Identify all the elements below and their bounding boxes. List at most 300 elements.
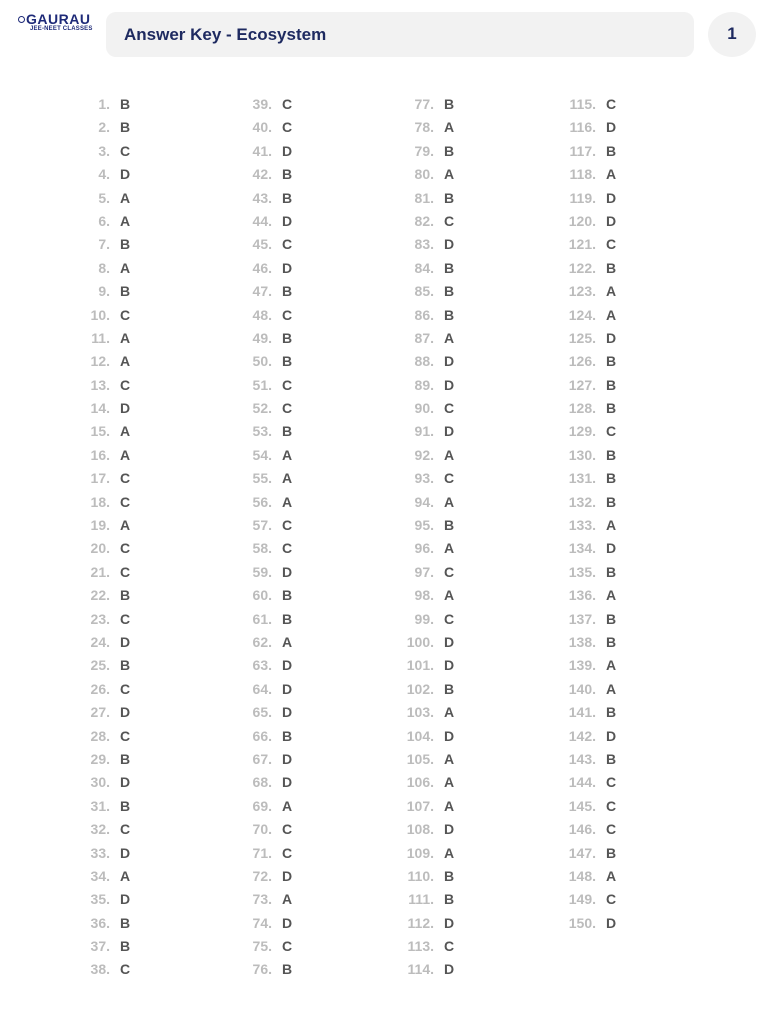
answer-row — [403, 818, 454, 841]
answer-letter: A — [606, 867, 617, 884]
answer-letter: B — [444, 680, 455, 697]
answer-letter: A — [606, 657, 617, 674]
question-number: 62. — [252, 633, 272, 650]
question-number: 73. — [252, 891, 272, 908]
answer-letter: A — [282, 797, 293, 814]
answer-letter: C — [282, 306, 293, 323]
answer-letter: A — [444, 704, 455, 721]
answer-row — [403, 701, 454, 724]
question-number: 103. — [406, 704, 434, 721]
answer-letter: D — [444, 657, 455, 674]
answer-row — [403, 725, 454, 748]
answer-row — [86, 608, 130, 631]
answer-row — [562, 748, 616, 771]
answer-letter: C — [120, 563, 131, 580]
answer-letter: C — [444, 563, 455, 580]
question-number: 108. — [406, 821, 434, 838]
question-number: 138. — [568, 633, 596, 650]
question-number: 28. — [90, 727, 110, 744]
answer-row — [403, 210, 454, 233]
answer-row — [403, 584, 454, 607]
answer-row — [246, 725, 292, 748]
answer-row — [562, 257, 616, 280]
answer-row — [246, 304, 292, 327]
answer-letter: C — [444, 938, 455, 955]
question-number: 143. — [568, 750, 596, 767]
answer-letter: A — [606, 306, 617, 323]
answer-letter: A — [444, 119, 455, 136]
question-number: 76. — [252, 961, 272, 978]
question-number: 9. — [98, 283, 110, 300]
answer-letter: B — [120, 119, 131, 136]
question-number: 11. — [91, 329, 110, 346]
answer-letter: A — [606, 517, 617, 534]
answer-letter: A — [444, 540, 455, 557]
answer-row — [403, 93, 454, 116]
answer-letter: B — [606, 844, 617, 861]
answer-letter: A — [444, 844, 455, 861]
question-number: 4. — [98, 166, 110, 183]
answer-letter: B — [282, 587, 293, 604]
answer-row — [246, 818, 292, 841]
answer-letter: A — [444, 166, 455, 183]
page-number: 1 — [727, 24, 737, 43]
answer-letter: B — [120, 938, 131, 955]
answer-letter: C — [606, 423, 617, 440]
question-number: 47. — [252, 283, 272, 300]
answer-letter: C — [444, 400, 455, 417]
answer-row — [86, 257, 130, 280]
question-number: 115. — [569, 96, 596, 112]
answer-letter: B — [282, 166, 293, 183]
answer-row — [403, 561, 454, 584]
question-number: 84. — [414, 259, 434, 276]
answer-row — [246, 163, 292, 186]
answer-letter: B — [606, 446, 617, 463]
question-number: 6. — [98, 212, 110, 229]
answer-row — [562, 444, 616, 467]
question-number: 121. — [568, 236, 596, 253]
answer-letter: B — [120, 236, 131, 253]
question-number: 144. — [568, 774, 596, 791]
answer-row — [246, 631, 292, 654]
question-number: 124. — [568, 306, 596, 323]
answer-row — [246, 350, 292, 373]
answer-row — [246, 935, 292, 958]
question-number: 85. — [414, 283, 434, 300]
answer-letter: B — [282, 329, 293, 346]
answer-letter: B — [606, 750, 617, 767]
question-number: 15. — [90, 423, 110, 440]
answer-letter: B — [282, 423, 293, 440]
answer-row — [86, 163, 130, 186]
answer-letter: D — [120, 844, 131, 861]
question-number: 116. — [569, 119, 596, 136]
question-number: 57. — [252, 517, 272, 534]
answer-letter: D — [282, 867, 293, 884]
answer-letter: D — [606, 212, 617, 229]
question-number: 74. — [252, 914, 272, 931]
question-number: 45. — [252, 236, 272, 253]
question-number: 120. — [568, 212, 596, 229]
answer-row — [246, 233, 292, 256]
question-number: 128. — [568, 400, 596, 417]
question-number: 42. — [252, 166, 272, 183]
question-number: 107. — [406, 797, 434, 814]
answer-letter: B — [282, 353, 293, 370]
question-number: 5. — [98, 189, 110, 206]
answer-row — [86, 912, 130, 935]
answer-row — [86, 467, 130, 490]
answer-letter: A — [444, 797, 455, 814]
answer-row — [86, 420, 130, 443]
answer-letter: B — [606, 704, 617, 721]
question-number: 44. — [252, 212, 272, 229]
answer-letter: B — [120, 283, 131, 300]
question-number: 27. — [90, 704, 110, 721]
answer-row — [562, 116, 616, 139]
answer-letter: B — [120, 587, 131, 604]
answer-letter: D — [282, 212, 293, 229]
answer-letter: B — [606, 470, 617, 487]
answer-letter: A — [120, 423, 131, 440]
answer-row — [562, 491, 616, 514]
question-number: 102. — [406, 680, 434, 697]
answer-row — [562, 210, 616, 233]
question-number: 150. — [568, 914, 596, 931]
question-number: 64. — [252, 680, 272, 697]
question-number: 141. — [568, 704, 596, 721]
answer-row — [86, 374, 130, 397]
answer-letter: C — [444, 212, 455, 229]
answer-row — [403, 514, 454, 537]
answer-row — [403, 257, 454, 280]
question-number: 79. — [414, 142, 434, 159]
answer-letter: B — [606, 259, 617, 276]
answer-letter: A — [282, 446, 293, 463]
answer-letter: B — [606, 610, 617, 627]
answer-row — [403, 912, 454, 935]
question-number: 55. — [252, 470, 272, 487]
answer-letter: D — [282, 750, 293, 767]
answer-row — [246, 280, 292, 303]
answer-letter: A — [120, 189, 131, 206]
answer-row — [86, 935, 130, 958]
question-number: 122. — [568, 259, 596, 276]
answer-letter: A — [444, 446, 455, 463]
answer-row — [562, 163, 616, 186]
answer-letter: D — [120, 704, 131, 721]
answer-row — [246, 514, 292, 537]
answer-row — [86, 584, 130, 607]
question-number: 71. — [252, 844, 272, 861]
answer-row — [246, 678, 292, 701]
answer-letter: D — [444, 961, 455, 978]
answer-row — [246, 654, 292, 677]
answer-row — [562, 842, 616, 865]
answer-column — [86, 93, 130, 982]
answer-letter: B — [120, 96, 131, 112]
question-number: 13. — [90, 376, 110, 393]
question-number: 136. — [568, 587, 596, 604]
answer-row — [562, 397, 616, 420]
answer-row — [86, 93, 130, 116]
answer-row — [246, 608, 292, 631]
answer-row — [86, 514, 130, 537]
answer-row — [562, 771, 616, 794]
answer-letter: C — [444, 470, 455, 487]
answer-row — [403, 187, 454, 210]
question-number: 101. — [406, 657, 434, 674]
answer-letter: C — [120, 727, 131, 744]
question-number: 60. — [252, 587, 272, 604]
answer-letter: D — [120, 891, 131, 908]
answer-row — [403, 678, 454, 701]
question-number: 21. — [90, 563, 110, 580]
answer-letter: C — [120, 493, 131, 510]
question-number: 1. — [98, 96, 110, 112]
answer-letter: A — [282, 891, 293, 908]
answer-letter: D — [282, 259, 293, 276]
answer-letter: B — [444, 142, 455, 159]
answer-row — [86, 725, 130, 748]
question-number: 59. — [252, 563, 272, 580]
answer-letter: D — [606, 727, 617, 744]
answer-letter: B — [282, 189, 293, 206]
answer-row — [246, 537, 292, 560]
answer-letter: D — [606, 189, 617, 206]
answer-row — [403, 608, 454, 631]
question-number: 140. — [568, 680, 596, 697]
answer-letter: C — [120, 376, 131, 393]
answer-row — [246, 888, 292, 911]
answer-letter: D — [282, 774, 293, 791]
question-number: 36. — [90, 914, 110, 931]
answer-letter: B — [282, 610, 293, 627]
answer-letter: C — [282, 96, 293, 112]
answer-row — [246, 748, 292, 771]
question-number: 63. — [252, 657, 272, 674]
answer-letter: B — [120, 750, 131, 767]
answer-letter: C — [282, 821, 293, 838]
answer-letter: A — [606, 166, 617, 183]
question-number: 93. — [414, 470, 434, 487]
answer-row — [86, 304, 130, 327]
question-number: 146. — [568, 821, 596, 838]
question-number: 87. — [414, 329, 434, 346]
answer-letter: A — [120, 353, 131, 370]
question-number: 81. — [414, 189, 434, 206]
answer-letter: A — [444, 493, 455, 510]
answer-row — [86, 818, 130, 841]
logo-mark-icon — [18, 16, 25, 23]
answer-row — [246, 795, 292, 818]
answer-row — [562, 304, 616, 327]
answer-letter: D — [444, 423, 455, 440]
answer-row — [86, 187, 130, 210]
answer-letter: B — [444, 517, 455, 534]
question-number: 142. — [568, 727, 596, 744]
answer-row — [246, 140, 292, 163]
answer-letter: A — [282, 493, 293, 510]
answer-letter: B — [120, 657, 131, 674]
answer-letter: B — [606, 493, 617, 510]
question-number: 96. — [414, 540, 434, 557]
answer-row — [403, 865, 454, 888]
answer-letter: C — [606, 891, 617, 908]
answer-row — [562, 233, 616, 256]
answer-column — [246, 93, 292, 982]
question-number: 39. — [252, 96, 272, 112]
answer-letter: D — [120, 774, 131, 791]
answer-letter: B — [444, 867, 455, 884]
answer-letter: D — [282, 657, 293, 674]
answer-row — [562, 888, 616, 911]
answer-row — [562, 280, 616, 303]
question-number: 133. — [568, 517, 596, 534]
question-number: 72. — [252, 867, 272, 884]
question-number: 112. — [407, 914, 434, 931]
answer-row — [246, 912, 292, 935]
question-number: 86. — [414, 306, 434, 323]
question-number: 117. — [569, 142, 596, 159]
answer-letter: D — [444, 914, 455, 931]
question-number: 14. — [90, 400, 110, 417]
question-number: 137. — [568, 610, 596, 627]
answer-letter: A — [120, 446, 131, 463]
logo-main-text: GAURAU — [26, 11, 91, 27]
answer-letter: D — [282, 914, 293, 931]
answer-row — [562, 678, 616, 701]
answer-letter: C — [120, 142, 131, 159]
question-number: 66. — [252, 727, 272, 744]
answer-letter: A — [606, 587, 617, 604]
answer-letter: A — [120, 867, 131, 884]
question-number: 77. — [414, 96, 434, 112]
answer-letter: C — [282, 540, 293, 557]
answer-row — [86, 958, 130, 981]
answer-letter: C — [120, 680, 131, 697]
logo-sub-text: JEE-NEET CLASSES — [30, 26, 93, 32]
question-number: 149. — [568, 891, 596, 908]
answer-letter: D — [444, 821, 455, 838]
question-number: 113. — [407, 938, 434, 955]
question-number: 92. — [414, 446, 434, 463]
question-number: 33. — [90, 844, 110, 861]
answer-letter: C — [606, 236, 617, 253]
question-number: 16. — [90, 446, 110, 463]
answer-row — [403, 233, 454, 256]
answer-letter: D — [444, 353, 455, 370]
answer-letter: A — [444, 329, 455, 346]
answer-letter: B — [444, 259, 455, 276]
answer-row — [86, 140, 130, 163]
answer-letter: C — [282, 844, 293, 861]
question-number: 147. — [568, 844, 596, 861]
question-number: 52. — [252, 400, 272, 417]
answer-row — [562, 654, 616, 677]
answer-row — [246, 420, 292, 443]
answer-letter: D — [444, 376, 455, 393]
question-number: 80. — [414, 166, 434, 183]
question-number: 3. — [98, 142, 110, 159]
answer-letter: C — [606, 774, 617, 791]
question-number: 10. — [90, 306, 110, 323]
question-number: 88. — [414, 353, 434, 370]
question-number: 51. — [252, 376, 272, 393]
question-number: 68. — [252, 774, 272, 791]
answer-letter: A — [444, 587, 455, 604]
question-number: 94. — [414, 493, 434, 510]
answer-letter: B — [282, 283, 293, 300]
question-number: 24. — [90, 633, 110, 650]
answer-letter: C — [120, 470, 131, 487]
question-number: 129. — [568, 423, 596, 440]
answer-row — [562, 631, 616, 654]
answer-row — [403, 280, 454, 303]
answer-letter: D — [444, 236, 455, 253]
question-number: 83. — [414, 236, 434, 253]
answer-letter: C — [120, 610, 131, 627]
answer-letter: D — [282, 704, 293, 721]
answer-letter: B — [606, 142, 617, 159]
answer-row — [562, 912, 616, 935]
answer-row — [403, 631, 454, 654]
question-number: 110. — [407, 867, 434, 884]
answer-column — [403, 93, 454, 982]
question-number: 118. — [569, 166, 596, 183]
answer-letter: B — [282, 961, 293, 978]
answer-row — [86, 116, 130, 139]
answer-letter: C — [282, 376, 293, 393]
answer-row — [246, 584, 292, 607]
question-number: 125. — [568, 329, 596, 346]
answer-letter: B — [444, 891, 455, 908]
question-number: 131. — [568, 470, 596, 487]
answer-row — [246, 701, 292, 724]
answer-row — [562, 584, 616, 607]
answer-row — [86, 537, 130, 560]
answer-letter: A — [444, 750, 455, 767]
answer-row — [562, 374, 616, 397]
answer-row — [562, 187, 616, 210]
answer-row — [403, 327, 454, 350]
answer-letter: C — [282, 938, 293, 955]
answer-letter: D — [282, 680, 293, 697]
answer-row — [86, 748, 130, 771]
question-number: 67. — [252, 750, 272, 767]
answer-row — [246, 397, 292, 420]
answer-row — [246, 958, 292, 981]
answer-row — [403, 397, 454, 420]
question-number: 114. — [407, 961, 434, 978]
answer-letter: C — [282, 236, 293, 253]
answer-row — [403, 958, 454, 981]
question-number: 111. — [408, 891, 434, 908]
answer-letter: D — [444, 727, 455, 744]
answer-letter: A — [282, 470, 293, 487]
answer-row — [246, 257, 292, 280]
answer-letter: A — [120, 212, 131, 229]
answer-letter: C — [444, 610, 455, 627]
answer-row — [562, 350, 616, 373]
answer-letter: C — [282, 119, 293, 136]
answer-letter: A — [606, 283, 617, 300]
answer-row — [403, 842, 454, 865]
question-number: 20. — [90, 540, 110, 557]
question-number: 8. — [98, 259, 110, 276]
answer-row — [403, 537, 454, 560]
